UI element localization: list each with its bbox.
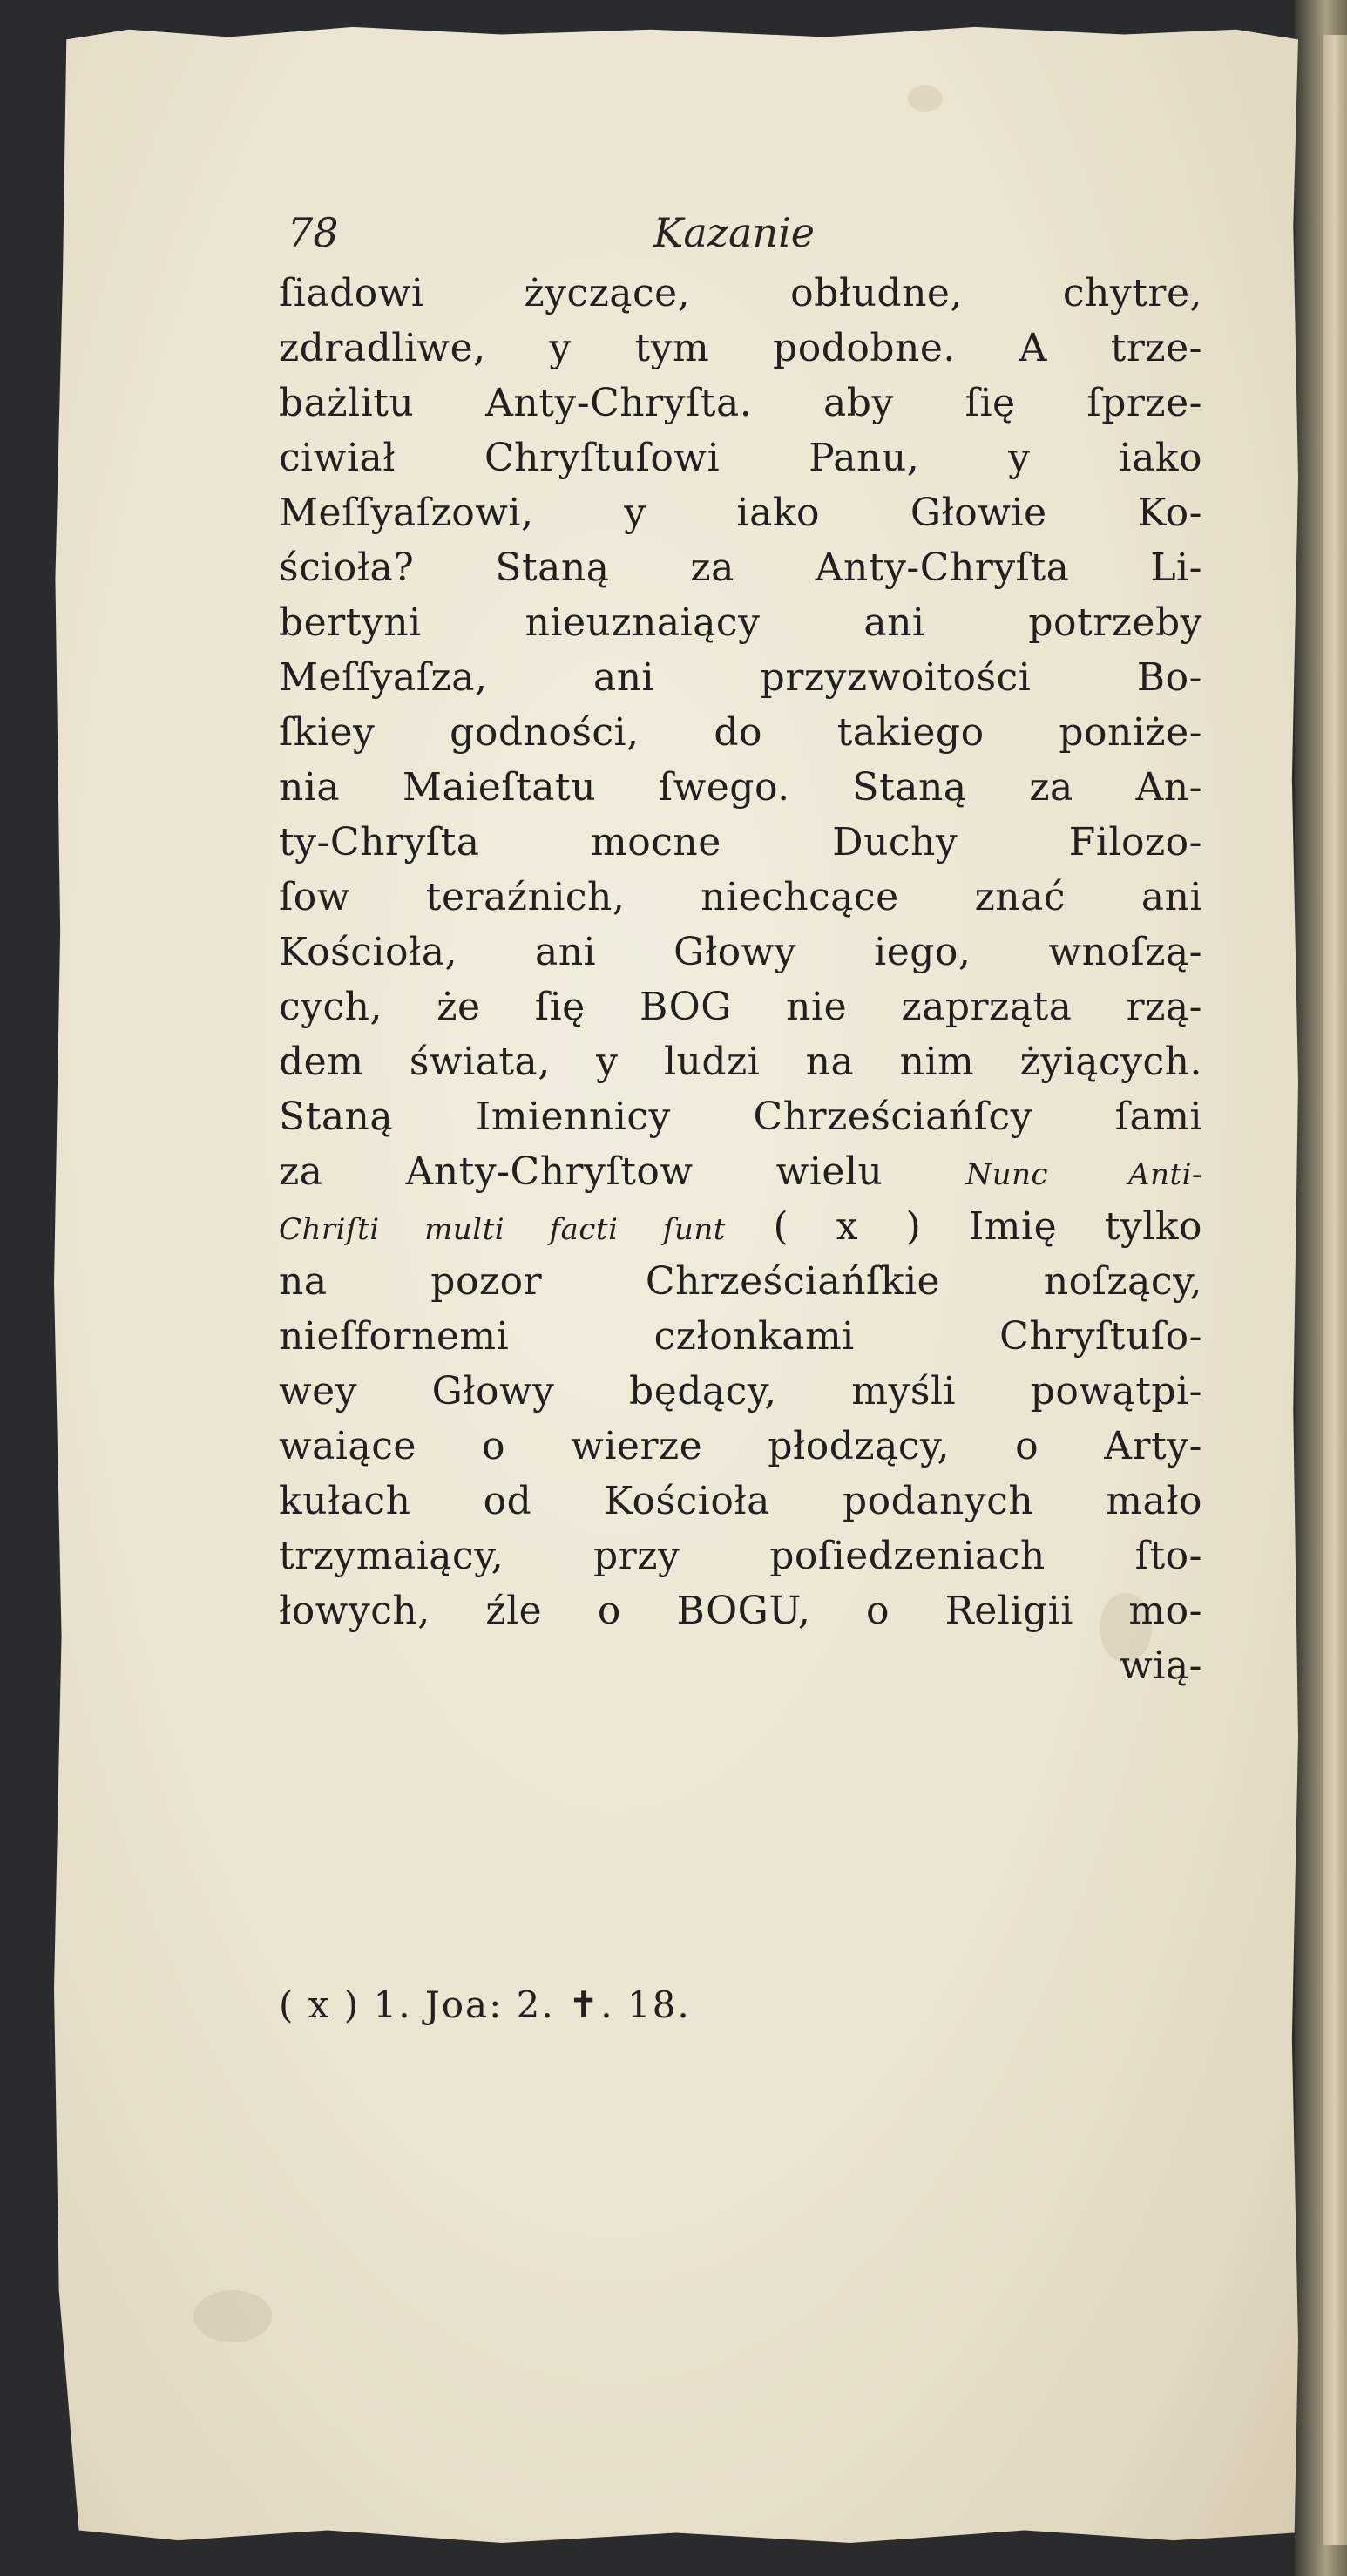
text-segment: za Anty-Chryſtow wielu — [279, 1149, 883, 1194]
text-line: Meſſyaſzowi, y iako Głowie Ko- — [279, 491, 1202, 535]
text-line: dem świata, y ludzi na nim żyiących. — [279, 1040, 1202, 1084]
text-line: ścioła? Staną za Anty-Chryſta Li- — [279, 546, 1202, 590]
text-line: nieſfornemi członkami Chryſtuſo- — [279, 1314, 1202, 1359]
text-line: zdradliwe, y tym podobne. A trze- — [279, 326, 1202, 370]
text-line: ciwiał Chryſtuſowi Panu, y iako — [279, 436, 1202, 480]
text-line — [279, 1199, 1202, 1254]
latin-quotation: Chriſti multi facti ſunt — [279, 1212, 726, 1247]
footnote: ( x ) 1. Joa: 2. ✝. 18. — [279, 1983, 691, 2026]
text-line: trzymaiący, przy poſiedzeniach ſto- — [279, 1534, 1202, 1578]
text-line: ty-Chryſta mocne Duchy Filozo- — [279, 820, 1202, 864]
text-line: Kościoła, ani Głowy iego, wnoſzą- — [279, 930, 1202, 974]
text-line: bertyni nieuznaiący ani potrzeby — [279, 600, 1202, 645]
text-line — [279, 1144, 1202, 1199]
text-line: Staną Imiennicy Chrześciańſcy ſami — [279, 1095, 1202, 1139]
text-line: ſow teraźnich, niechcące znać ani — [279, 875, 1202, 919]
running-head: Kazanie — [653, 209, 816, 256]
page-number: 78 — [288, 209, 339, 256]
latin-quotation: Nunc Anti- — [965, 1157, 1202, 1192]
paper-stain — [193, 2290, 272, 2342]
text-line: bażlitu Anty-Chryſta. aby ſię ſprze- — [279, 381, 1202, 425]
text-line: wey Głowy będący, myśli powątpi- — [279, 1369, 1202, 1413]
text-segment: ( x ) Imię tylko — [773, 1204, 1202, 1249]
adjacent-page-edge — [1323, 35, 1347, 2545]
text-line: ſiadowi życzące, obłudne, chytre, — [279, 271, 1202, 315]
text-line: nia Maieſtatu ſwego. Staną za An- — [279, 765, 1202, 810]
paper-stain — [908, 85, 943, 112]
catchword: wią- — [1120, 1644, 1202, 1688]
body-text — [279, 266, 1202, 1693]
text-line: cych, że ſię BOG nie zaprząta rzą- — [279, 985, 1202, 1029]
text-line: na pozor Chrześciańſkie noſzący, — [279, 1259, 1202, 1304]
text-line: Meſſyaſza, ani przyzwoitości Bo- — [279, 655, 1202, 700]
text-line: waiące o wierze płodzący, o Arty- — [279, 1424, 1202, 1468]
text-line: łowych, źle o BOGU, o Religii mo- — [279, 1589, 1202, 1633]
text-line: kułach od Kościoła podanych mało — [279, 1479, 1202, 1523]
text-line: ſkiey godności, do takiego poniże- — [279, 710, 1202, 755]
